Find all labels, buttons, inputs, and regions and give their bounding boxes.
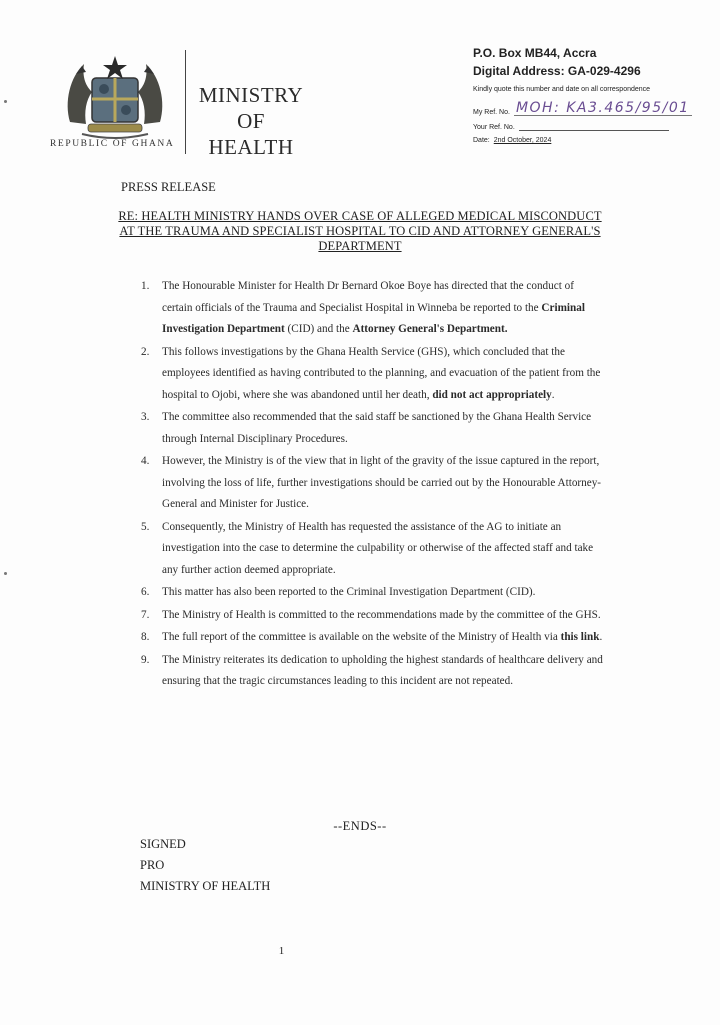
my-ref-label: My Ref. No.	[473, 109, 510, 116]
item-text: .	[551, 388, 555, 401]
signed-label: SIGNED	[140, 837, 186, 851]
ends-marker: --ENDS--	[333, 819, 387, 833]
item-text: This follows investigations by the Ghana Health Service (GHS), which concluded that the employees identified as having contributed to the planning, and evacuation of the patient from the hospital to Ojobi, where she was abandoned until her death,	[162, 345, 601, 401]
item-text: The Ministry of Health is committed to the recommendations made by the committee of the GHS.	[162, 608, 601, 621]
item-text: The committee also recommended that the said staff be sanctioned by the Ghana Health Service through Internal Disciplinary Procedures.	[162, 411, 592, 445]
address-block	[473, 45, 692, 144]
item-text: However, the Ministry is of the view that in light of the gravity of the issue captured in the report, involving the loss of life, further investigations should be carried out by the Honourable Attorney-General and Minister for Justice.	[162, 455, 602, 510]
item-number: 8.	[141, 631, 150, 643]
item-text-bold: this link	[560, 631, 600, 643]
item-text: (CID) and the	[284, 323, 353, 335]
item-text: The full report of the committee is available on the website of the Ministry of Health via	[162, 631, 561, 643]
release-item	[135, 342, 605, 407]
item-number: 4.	[141, 455, 150, 467]
ministry-name	[192, 82, 310, 160]
item-text: The Honourable Minister for Health Dr Bernard Okoe Boye has directed that the conduct of certain officials of the Trauma and Specialist Hospital in Winneba be reported to the	[162, 280, 574, 314]
signature-block	[140, 834, 270, 897]
ministry-line: MINISTRY	[198, 83, 304, 107]
scan-mark	[4, 100, 7, 103]
release-item	[135, 605, 605, 627]
digital-address: Digital Address: GA-029-4296	[473, 64, 641, 78]
ministry-line: OF	[237, 109, 265, 133]
item-number: 2.	[141, 345, 150, 358]
letterhead-divider	[185, 50, 186, 154]
item-number: 6.	[141, 586, 150, 598]
item-number: 1.	[141, 280, 150, 292]
item-number: 5.	[141, 520, 150, 533]
country-name: REPUBLIC OF GHANA	[50, 139, 175, 149]
my-ref-value: MOH: KA3.465/95/01	[515, 100, 690, 116]
item-text: Consequently, the Ministry of Health has requested the assistance of the AG to initiate an investigation into the case to determine the culpability or otherwise of the affected staff and take any further action deemed appropriate.	[162, 520, 594, 576]
your-ref-row	[473, 122, 692, 131]
your-ref-label: Your Ref. No.	[473, 124, 515, 131]
my-ref-row	[473, 101, 692, 116]
item-number: 3.	[141, 411, 150, 423]
date-label: Date:	[473, 137, 490, 144]
release-item	[135, 451, 605, 516]
coat-of-arms-icon	[62, 52, 168, 140]
item-number: 7.	[141, 608, 150, 621]
scan-mark	[4, 572, 7, 575]
release-item	[135, 517, 605, 582]
ministry-line: HEALTH	[208, 135, 294, 159]
item-text: This matter has also been reported to the Criminal Investigation Department (CID).	[162, 586, 536, 598]
release-item	[135, 627, 605, 649]
pro-label: PRO	[140, 858, 165, 872]
item-text-bold: did not act appropriately	[432, 388, 552, 401]
your-ref-blank	[519, 122, 669, 131]
release-item	[135, 650, 605, 693]
item-text: The Ministry reiterates its dedication to upholding the highest standards of healthcare delivery and ensuring that the tragic circumstances leading to this incident are not repeated.	[162, 653, 603, 687]
press-release-label: PRESS RELEASE	[121, 180, 216, 194]
date-value: 2nd October, 2024	[493, 137, 552, 144]
release-items	[135, 276, 605, 694]
date-row	[473, 137, 692, 144]
release-item	[135, 582, 605, 604]
page-number: 1	[278, 945, 285, 957]
ministry-signature: MINISTRY OF HEALTH	[140, 879, 271, 893]
item-text: .	[599, 631, 603, 643]
item-number: 9.	[141, 653, 150, 666]
release-item	[135, 407, 605, 450]
item-text-bold: Attorney General's Department.	[352, 323, 508, 335]
release-item	[135, 276, 605, 341]
press-release-headline: RE: HEALTH MINISTRY HANDS OVER CASE OF ALLEGED MEDICAL MISCONDUCT AT THE TRAUMA AND SPECIALIST HOSPITAL TO CID AND ATTORNEY GENERAL'S DEPARTMENT	[118, 209, 602, 253]
postal-address: P.O. Box MB44, Accra	[473, 46, 597, 60]
quote-note: Kindly quote this number and date on all correspondence	[473, 86, 651, 93]
item-text-bold: Criminal Investigation Department	[162, 301, 585, 335]
